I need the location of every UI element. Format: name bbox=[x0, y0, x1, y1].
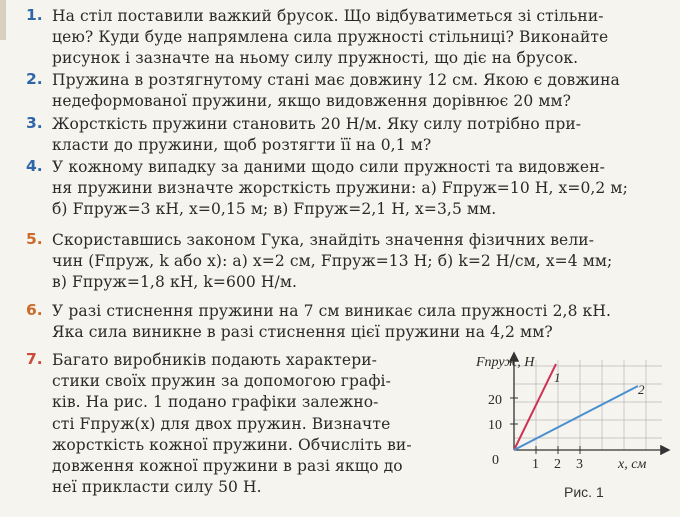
y-tick-label: 10 bbox=[488, 418, 502, 433]
problem-text-line: довження кожної пружини в разі якщо до bbox=[52, 456, 403, 475]
page-edge-mark bbox=[0, 0, 6, 40]
problem-text-line: стики своїх пружин за допомогою графі- bbox=[52, 372, 391, 391]
problem-text-line: в) Fпруж=1,8 кН, k=600 Н/м. bbox=[52, 273, 298, 292]
problem-text-line: цею? Куди буде напрямлена сила пружності стільниці? Виконайте bbox=[52, 28, 609, 47]
problem-number: 7. bbox=[26, 350, 43, 368]
x-tick-label: 2 bbox=[554, 457, 561, 472]
force-extension-graph bbox=[462, 350, 674, 480]
problem-text-line: б) Fпруж=3 кН, x=0,15 м; в) Fпруж=2,1 Н, x=3,5 мм. bbox=[52, 200, 497, 219]
problem-text-line: ків. На рис. 1 подано графіки залежно- bbox=[52, 393, 379, 412]
problem-text-line: жорсткість кожної пружини. Обчисліть ви- bbox=[52, 435, 412, 454]
problem-text-line: На стіл поставили важкий брусок. Що відбуватиметься зі стільни- bbox=[52, 7, 604, 25]
problem-text-line: сті Fпруж(x) для двох пружин. Визначте bbox=[52, 414, 391, 433]
problem-number: 5. bbox=[26, 230, 43, 248]
line-2-label: 2 bbox=[638, 382, 645, 397]
graph-line-1 bbox=[514, 364, 556, 450]
figure-caption: Рис. 1 bbox=[564, 484, 604, 500]
x-tick-label: 3 bbox=[576, 457, 583, 472]
problem-number: 4. bbox=[26, 157, 43, 175]
problem-text-line: У разі стиснення пружини на 7 см виникає сила пружності 2,8 кН. bbox=[52, 302, 611, 320]
problem-text-line: ня пружини визначте жорсткість пружини: а) Fпруж=10 Н, x=0,2 м; bbox=[52, 179, 628, 198]
x-tick-label: 1 bbox=[532, 457, 539, 472]
problem-text-line: Багато виробників подають характери- bbox=[52, 351, 377, 369]
problem-text-line: рисунок і зазначте на ньому силу пружності, що діє на брусок. bbox=[52, 49, 579, 68]
problem-text-line: класти до пружини, щоб розтягти її на 0,1 м? bbox=[52, 136, 432, 155]
problem-text-line: Пружина в розтягнутому стані має довжину 12 см. Якою є довжина bbox=[52, 71, 620, 89]
graph-line-2 bbox=[514, 386, 638, 450]
problem-text-line: неї прикласти силу 50 Н. bbox=[52, 478, 262, 497]
x-axis-label: x, см bbox=[618, 457, 647, 472]
problem-text-line: чин (Fпруж, k або x): а) x=2 см, Fпруж=13 Н; б) k=2 Н/см, x=4 мм; bbox=[52, 252, 613, 271]
problem-text-line: Скориставшись законом Гука, знайдіть значення фізичних вели- bbox=[52, 231, 595, 249]
problem-number: 6. bbox=[26, 301, 43, 319]
y-axis-label: Fпруж, Н bbox=[476, 355, 535, 370]
problem-text-line: У кожному випадку за даними щодо сили пружності та видовжен- bbox=[52, 158, 605, 176]
problem-number: 2. bbox=[26, 70, 43, 88]
problem-number: 1. bbox=[26, 6, 43, 24]
problem-number: 3. bbox=[26, 114, 43, 132]
line-1-label: 1 bbox=[554, 370, 561, 385]
y-tick-label: 20 bbox=[488, 393, 502, 408]
problem-text-line: Жорсткість пружини становить 20 Н/м. Яку силу потрібно при- bbox=[52, 115, 582, 133]
problem-text-line: недеформованої пружини, якщо видовження дорівнює 20 мм? bbox=[52, 92, 572, 111]
problem-text-line: Яка сила виникне в разі стиснення цієї пружини на 4,2 мм? bbox=[52, 323, 553, 342]
origin-label: 0 bbox=[492, 453, 499, 468]
